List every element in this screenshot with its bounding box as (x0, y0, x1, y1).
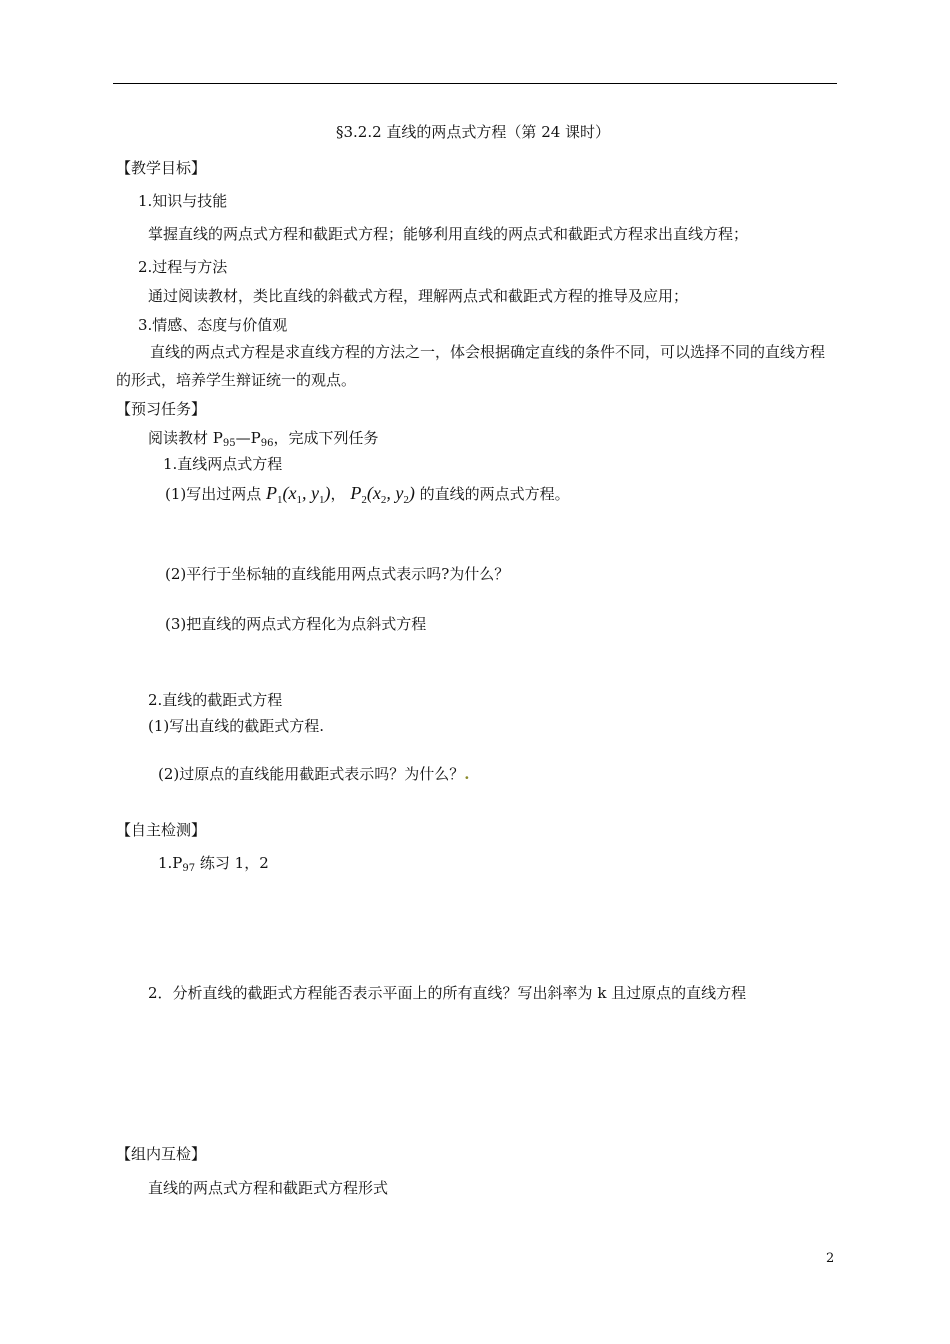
point-p2: $P_2(x_2$, $y_2$) (350, 483, 415, 506)
point-p1: $P_1(x_1$, $y_1$) (266, 483, 331, 506)
objective-3-heading: 3.情感、态度与价值观 (138, 316, 288, 334)
section-objectives: 【教学目标】 (116, 159, 207, 177)
self-check-item-2: 2．分析直线的截距式方程能否表示平面上的所有直线？写出斜率为 k 且过原点的直线方程 (148, 984, 747, 1002)
objective-1-heading: 1.知识与技能 (138, 192, 228, 210)
part1-heading: 1.直线两点式方程 (163, 455, 283, 473)
question-5: (2)过原点的直线能用截距式表示吗？为什么？. (158, 765, 470, 783)
section-group-check: 【组内互检】 (116, 1145, 207, 1163)
objective-1-text: 掌握直线的两点式方程和截距式方程；能够利用直线的两点式和截距式方程求出直线方程； (148, 225, 749, 243)
group-check-text: 直线的两点式方程和截距式方程形式 (148, 1179, 389, 1197)
objective-2-text: 通过阅读教材，类比直线的斜截式方程，理解两点式和截距式方程的推导及应用； (148, 287, 689, 305)
question-2: (2)平行于坐标轴的直线能用两点式表示吗?为什么？ (165, 565, 510, 583)
self-check-item-1: $1.P_{97}$ 练习 1，2 (158, 854, 269, 874)
preview-intro: 阅读教材 $P_{95}—P_{96}$，完成下列任务 (148, 429, 379, 449)
objective-3-text: 直线的两点式方程是求直线方程的方法之一，体会根据确定直线的条件不同，可以选择不同的直线方程的形式，培养学生辩证统一的观点。 (116, 343, 826, 389)
question-1: (1)写出过两点 $P_1(x_1$, $y_1$)， $P_2(x_2$, $y_2$) 的直线的两点式方程。 (165, 483, 570, 506)
page-number: 2 (826, 1251, 835, 1266)
section-self-check: 【自主检测】 (116, 821, 207, 839)
section-preview: 【预习任务】 (116, 400, 207, 418)
question-3: (3)把直线的两点式方程化为点斜式方程 (165, 615, 427, 633)
part2-heading: 2.直线的截距式方程 (148, 691, 283, 709)
page-title: §3.2.2 直线的两点式方程（第 24 课时） (336, 123, 611, 141)
objective-2-heading: 2.过程与方法 (138, 258, 228, 276)
header-rule (113, 83, 837, 84)
question-4: (1)写出直线的截距式方程. (148, 717, 325, 735)
